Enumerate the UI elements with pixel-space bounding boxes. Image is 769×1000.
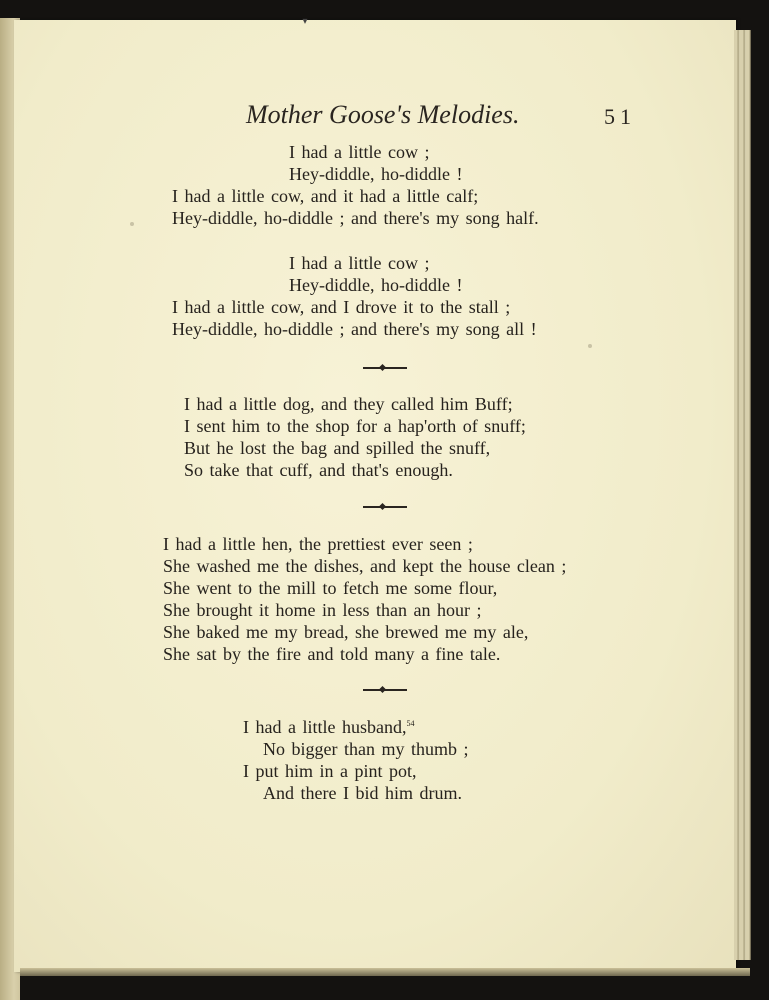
page-bottom-shadow bbox=[20, 968, 750, 976]
stitch-mark: ▾ bbox=[302, 16, 308, 27]
verse-line: She went to the mill to fetch me some flour, bbox=[163, 578, 498, 598]
verse-line: Hey-diddle, ho-diddle ; and there's my song half. bbox=[172, 208, 539, 228]
page-header bbox=[0, 100, 769, 134]
verse-line: She washed me the dishes, and kept the house clean ; bbox=[163, 556, 567, 576]
verse-line: I put him in a pint pot, bbox=[243, 761, 417, 781]
verse-line: I sent him to the shop for a hap'orth of snuff; bbox=[184, 416, 526, 436]
footnote-mark[interactable]: 54 bbox=[406, 719, 415, 728]
verse-text: I had a little husband, bbox=[243, 717, 407, 737]
verse-line: I had a little cow ; bbox=[289, 142, 430, 162]
verse-line bbox=[243, 716, 468, 738]
page-number: 51 bbox=[604, 104, 636, 129]
verse-line: She brought it home in less than an hour ; bbox=[163, 600, 482, 620]
page-edges bbox=[734, 30, 751, 960]
paper-fleck bbox=[588, 344, 592, 348]
verse-line: No bigger than my thumb ; bbox=[263, 739, 469, 759]
verse-line: I had a little hen, the prettiest ever seen ; bbox=[163, 534, 473, 554]
verse-line: So take that cuff, and that's enough. bbox=[184, 460, 453, 480]
verse-line: And there I bid him drum. bbox=[263, 783, 462, 803]
running-title: Mother Goose's Melodies. bbox=[246, 100, 520, 129]
section-ornament bbox=[363, 503, 407, 511]
verse-line: She baked me my bread, she brewed me my ale, bbox=[163, 622, 529, 642]
verse-line: Hey-diddle, ho-diddle ! bbox=[289, 164, 463, 184]
paper-fleck bbox=[130, 222, 134, 226]
verse-line: But he lost the bag and spilled the snuff, bbox=[184, 438, 491, 458]
rhyme-dog-buff bbox=[184, 393, 526, 481]
verse-line: Hey-diddle, ho-diddle ! bbox=[289, 275, 463, 295]
verse-line: I had a little cow, and I drove it to the stall ; bbox=[172, 297, 511, 317]
verse-line: I had a little cow ; bbox=[289, 253, 430, 273]
rhyme-cow-half bbox=[172, 141, 539, 229]
section-ornament bbox=[363, 686, 407, 694]
verse-line: I had a little dog, and they called him Buff; bbox=[184, 394, 513, 414]
verse-line: She sat by the fire and told many a fine tale. bbox=[163, 644, 501, 664]
verse-line: I had a little cow, and it had a little calf; bbox=[172, 186, 479, 206]
section-ornament bbox=[363, 364, 407, 372]
rhyme-little-husband bbox=[243, 716, 468, 804]
verse-line: Hey-diddle, ho-diddle ; and there's my song all ! bbox=[172, 319, 537, 339]
rhyme-cow-all bbox=[172, 252, 537, 340]
rhyme-little-hen bbox=[163, 533, 566, 665]
